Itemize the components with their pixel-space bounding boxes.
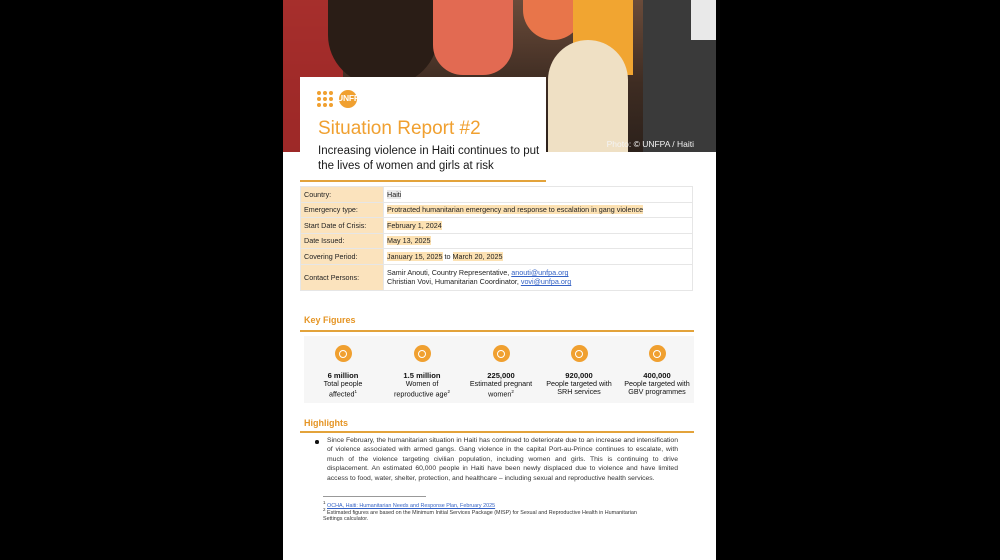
period-to: March 20, 2025 — [452, 251, 503, 261]
gender-symbol-icon — [649, 345, 666, 362]
key-figure — [618, 336, 696, 396]
women-icon — [414, 345, 431, 362]
row-country — [301, 187, 693, 203]
figure-value: 920,000 — [565, 371, 593, 380]
figure-label-2: affected — [329, 389, 355, 399]
highlights-heading: Highlights — [304, 418, 348, 428]
start-value: February 1, 2024 — [387, 220, 442, 230]
period-from: January 15, 2025 — [387, 251, 443, 261]
figure-label-1: Estimated pregnant — [469, 379, 533, 388]
figure-label-2: reproductive age — [393, 389, 448, 399]
contact2-text: Christian Vovi, Humanitarian Coordinator, — [387, 277, 519, 286]
key-figure — [462, 336, 540, 398]
figure-label-1: Total people — [323, 379, 363, 388]
figure-value: 400,000 — [643, 371, 671, 380]
row-emergency — [301, 202, 693, 218]
row-issued — [301, 233, 693, 249]
footnote-1-link[interactable]: OCHA, Haiti: Humanitarian Needs and Response Plan, February 2025 — [327, 502, 496, 509]
country-label: Country: — [301, 187, 384, 203]
period-label: Covering Period: — [301, 249, 384, 265]
contacts-label: Contact Persons: — [301, 264, 384, 290]
key-figures-panel — [304, 336, 694, 403]
photo-credit: Photo: © UNFPA / Haiti — [606, 139, 694, 149]
figure-value: 225,000 — [487, 371, 515, 380]
key-figures-heading: Key Figures — [304, 315, 356, 325]
highlights-rule — [300, 431, 694, 433]
footnote-1-number: 1 — [323, 500, 326, 505]
figure-value: 1.5 million — [403, 371, 441, 380]
country-value: Haiti — [387, 189, 402, 199]
figure-label-2: GBV programmes — [628, 387, 686, 396]
people-group-icon — [335, 345, 352, 362]
figure-footnote-ref: 1 — [354, 389, 357, 394]
figure-label-1: People targeted with — [546, 379, 612, 388]
emergency-label: Emergency type: — [301, 202, 384, 218]
pregnant-woman-icon — [493, 345, 510, 362]
report-page — [283, 0, 716, 560]
figure-value: 6 million — [327, 371, 359, 380]
start-label: Start Date of Crisis: — [301, 218, 384, 234]
bullet-icon — [315, 440, 319, 444]
footnote-divider — [323, 496, 426, 497]
title-card — [300, 77, 546, 182]
report-title: Situation Report #2 — [318, 118, 481, 139]
issued-value: May 13, 2025 — [387, 236, 431, 246]
figure-label-2: SRH services — [557, 387, 601, 396]
key-figure — [540, 336, 618, 396]
figure-label-1: Women of — [405, 379, 439, 388]
figure-label-2: women — [488, 389, 512, 399]
logo-text: UNFPA — [337, 93, 365, 103]
footnote-2-text: Estimated figures are based on the Minimum Initial Services Package (MISP) for Sexual and Reproductive Health in Humanitarian Settings calculator. — [323, 509, 637, 523]
key-figure — [383, 336, 461, 398]
issued-label: Date Issued: — [301, 233, 384, 249]
report-subtitle: Increasing violence in Haiti continues to put the lives of women and girls at risk — [318, 145, 540, 172]
key-figure — [304, 336, 382, 398]
emergency-value: Protracted humanitarian emergency and response to escalation in gang violence — [387, 205, 644, 215]
row-period — [301, 249, 693, 265]
footnote-2 — [323, 507, 653, 523]
crisis-info-table — [300, 186, 693, 291]
highlights-paragraph: Since February, the humanitarian situation in Haiti has continued to deteriorate due to an increase and intensification of violence associated with armed gangs. Gang violence in the capital Port-au-Prince continues to escalate, with much of the violence targeting civilian population, including women and girls. This is continuing to drive displacement. An estimated 60,000 people in Haiti have been newly displaced due to violence and have limited access to food, water, shelter, protection, and healthcare – including sexual and reproductive health services. — [327, 437, 678, 482]
figure-footnote-ref: 2 — [511, 389, 514, 394]
footnote-2-number: 2 — [323, 507, 326, 512]
figure-footnote-ref: 2 — [447, 389, 451, 394]
unfpa-logo — [317, 90, 363, 108]
row-start — [301, 218, 693, 234]
contact1-email-link[interactable]: anouti@unfpa.org — [511, 268, 569, 277]
key-figures-rule — [300, 330, 694, 332]
contact1-text: Samir Anouti, Country Representative, — [387, 268, 510, 277]
figure-label-1: People targeted with — [624, 379, 690, 388]
row-contacts — [301, 264, 693, 290]
period-to-word: to — [444, 251, 451, 261]
contact2-email-link[interactable]: vovi@unfpa.org — [520, 277, 572, 286]
heart-hand-icon — [571, 345, 588, 362]
